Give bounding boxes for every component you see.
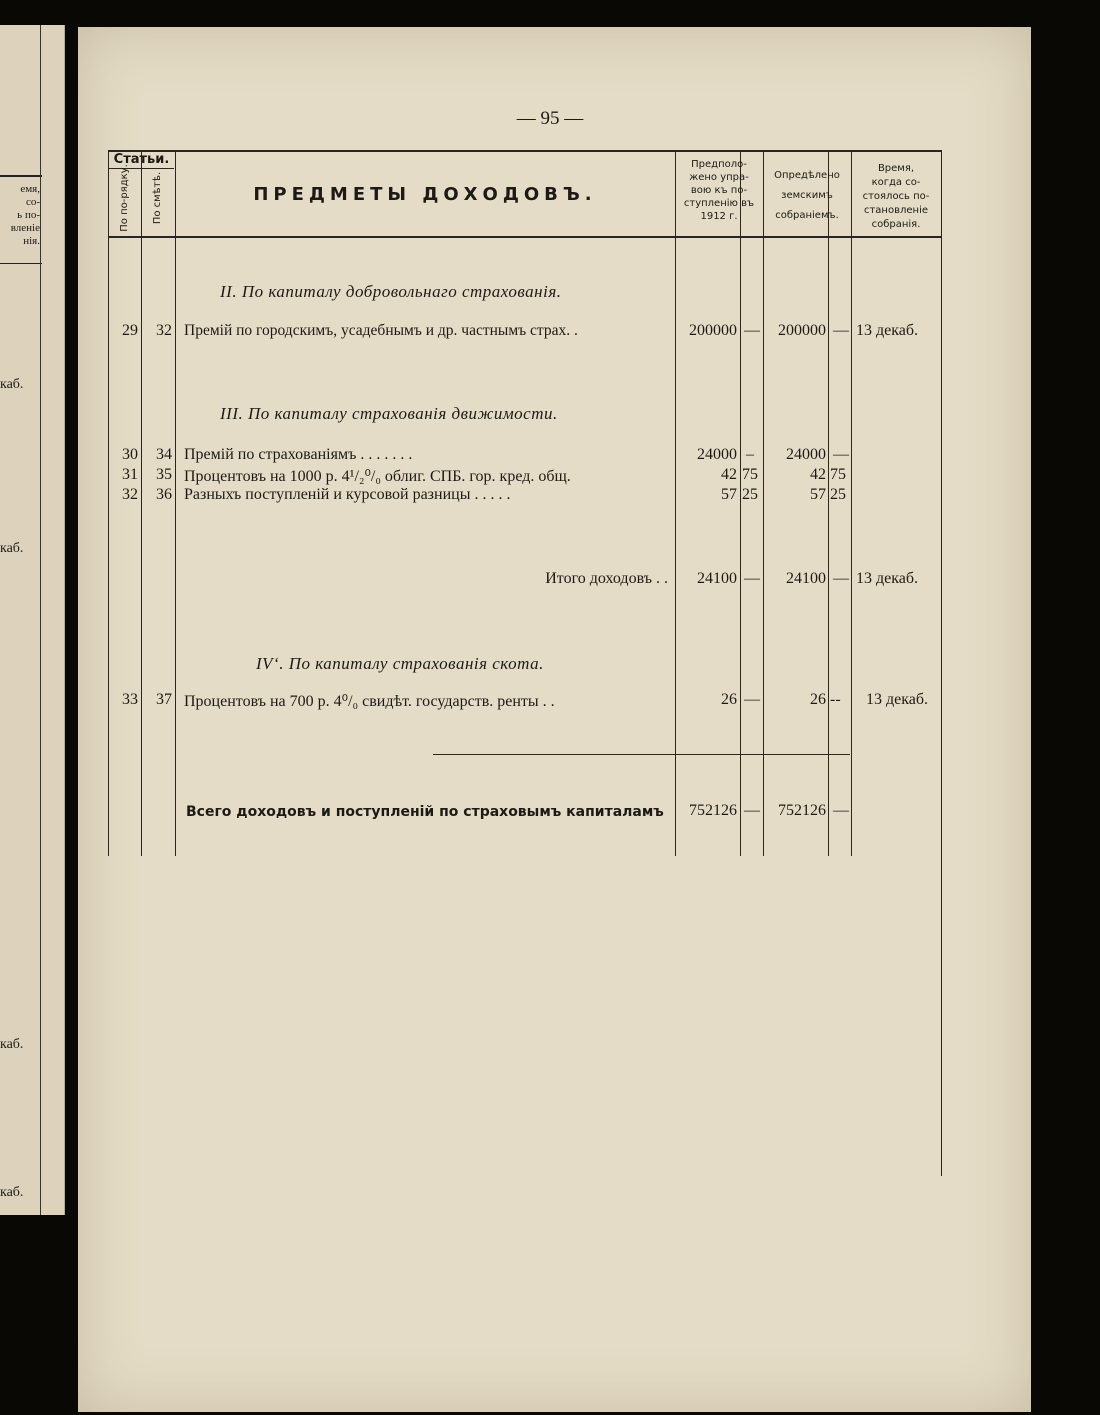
vsego-planned-rub: 752126 — [689, 802, 737, 819]
header-line: 1912 г. — [700, 211, 738, 222]
row-number: 33 — [122, 691, 138, 708]
section-heading: IVʻ. По капиталу страхованія скота. — [256, 654, 544, 673]
col-opredeleno-header — [763, 166, 851, 226]
section-heading: II. По капиталу добровольнаго страхованія. — [220, 282, 562, 301]
row-date: 13 декаб. — [866, 691, 929, 708]
row-approved-kop: — — [833, 446, 849, 463]
header-line: собраніемъ. — [775, 210, 839, 221]
vsego-approved-kop: — — [833, 802, 849, 819]
row-approved-rub: 42 — [810, 466, 826, 483]
row-approved-rub: 200000 — [778, 322, 826, 339]
row-smeta: 35 — [156, 466, 172, 483]
itogo-approved-kop: — — [833, 570, 849, 587]
left-header-text — [0, 183, 40, 248]
row-approved-rub: 24000 — [786, 446, 826, 463]
itogo-planned-rub: 24100 — [697, 570, 737, 587]
left-header-line: вленіе — [10, 222, 40, 234]
income-table — [108, 150, 942, 856]
table-row — [108, 486, 942, 508]
left-header-line: со- — [25, 196, 40, 208]
left-page-fragment — [0, 25, 65, 1215]
row-text: Премій по городскимъ, усадебнымъ и др. частнымъ страх. . — [184, 322, 578, 339]
left-header-line: ь по- — [17, 209, 40, 221]
header-bottom-rule — [108, 236, 942, 238]
row-text: Процентовъ на 1000 р. 4¹/₂⁰/₀ облиг. СПБ. гор. кред. общ. — [184, 468, 571, 485]
row-planned-kop: — — [744, 691, 760, 708]
itogo-label: Итого доходовъ . . — [545, 570, 668, 587]
row-planned-rub: 42 — [721, 466, 737, 483]
header-line: Время, — [877, 163, 915, 174]
header-line: Предполо- — [691, 159, 747, 170]
table-row — [108, 322, 942, 344]
row-planned-rub: 24000 — [697, 446, 737, 463]
row-date: 13 декаб. — [856, 322, 919, 339]
itogo-approved-rub: 24100 — [786, 570, 826, 587]
header-line: стоялось по- — [862, 191, 930, 202]
header-line: Опредѣлено — [774, 170, 840, 181]
left-header-line: нія. — [23, 235, 40, 247]
table-top-rule — [108, 150, 942, 152]
table-row — [108, 466, 942, 488]
po-ryadu-header: По по-рядку. — [119, 164, 130, 232]
header-line: вою къ по- — [690, 185, 748, 196]
vsego-planned-kop: — — [744, 802, 760, 819]
section-heading: III. По капиталу страхованія движимости. — [220, 404, 558, 423]
header-line: собранія. — [871, 219, 921, 230]
col-predpolozheno-header — [675, 158, 763, 223]
row-approved-kop: 75 — [830, 466, 846, 483]
page-number: — 95 — — [516, 108, 584, 129]
row-text: Процентовъ на 700 р. 4⁰/₀ свидѣт. государств. ренты . . — [184, 693, 555, 710]
row-approved-kop: -- — [830, 691, 841, 708]
vsego-label: Всего доходовъ и поступленій по страховымъ капиталамъ — [186, 804, 664, 820]
total-rule — [433, 754, 850, 755]
row-smeta: 34 — [156, 446, 172, 463]
row-planned-kop: – — [746, 446, 754, 463]
row-number: 30 — [122, 446, 138, 463]
col-rule — [941, 150, 942, 1176]
table-row — [108, 446, 942, 468]
header-line: земскимъ — [781, 190, 833, 201]
row-number: 31 — [122, 466, 138, 483]
header-line: становленіе — [863, 205, 928, 216]
left-kab-label: каб. — [0, 377, 24, 392]
row-planned-kop: 75 — [742, 466, 758, 483]
row-planned-rub: 200000 — [689, 322, 737, 339]
row-planned-kop: — — [744, 322, 760, 339]
row-planned-rub: 57 — [721, 486, 737, 503]
row-smeta: 36 — [156, 486, 172, 503]
col-vremya-header — [851, 162, 941, 232]
row-approved-kop: — — [833, 322, 849, 339]
po-smete-header: По смѣтѣ. — [152, 171, 163, 225]
itogo-row — [108, 570, 942, 592]
row-text: Разныхъ поступленій и курсовой разницы . . . . . — [184, 486, 511, 503]
stati-header: Статьи. — [113, 152, 170, 167]
table-row — [108, 691, 942, 713]
vsego-approved-rub: 752126 — [778, 802, 826, 819]
row-smeta: 32 — [156, 322, 172, 339]
left-header-line: емя, — [20, 183, 40, 195]
row-number: 32 — [122, 486, 138, 503]
row-number: 29 — [122, 322, 138, 339]
left-column-rule — [40, 25, 41, 1215]
header-line: ступленію въ — [683, 198, 755, 209]
row-approved-rub: 57 — [810, 486, 826, 503]
row-text: Премій по страхованіямъ . . . . . . . — [184, 446, 413, 463]
left-kab-label: каб. — [0, 1185, 24, 1200]
row-approved-rub: 26 — [810, 691, 826, 708]
itogo-planned-kop: — — [744, 570, 760, 587]
row-approved-kop: 25 — [830, 486, 846, 503]
row-planned-rub: 26 — [721, 691, 737, 708]
left-kab-label: каб. — [0, 541, 24, 556]
header-line: жено упра- — [689, 172, 749, 183]
itogo-date: 13 декаб. — [856, 570, 919, 587]
row-smeta: 37 — [156, 691, 172, 708]
row-planned-kop: 25 — [742, 486, 758, 503]
table-title: ПРЕДМЕТЫ ДОХОДОВЪ. — [253, 184, 597, 205]
header-line: когда со- — [871, 177, 921, 188]
vsego-row — [108, 802, 942, 824]
left-kab-label: каб. — [0, 1037, 24, 1052]
